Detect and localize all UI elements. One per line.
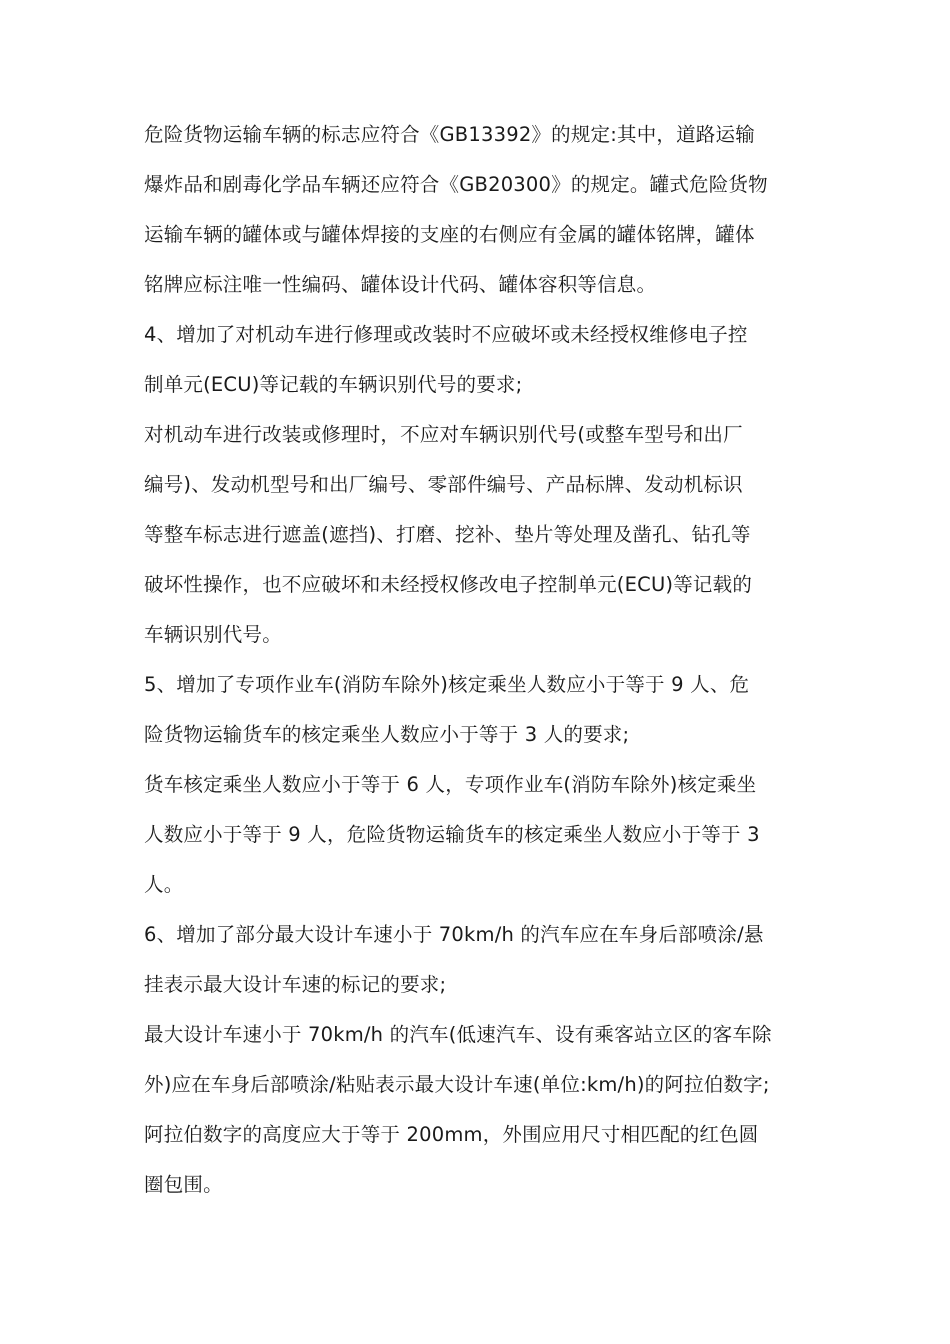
text-line: 4、增加了对机动车进行修理或改装时不应破坏或未经授权维修电子控 <box>144 323 748 346</box>
text-line: 对机动车进行改装或修理时，不应对车辆识别代号(或整车型号和出厂 <box>144 423 743 446</box>
text-line: 5、增加了专项作业车(消防车除外)核定乘坐人数应小于等于 9 人、危 <box>144 673 750 696</box>
text-line: 编号)、发动机型号和出厂编号、零部件编号、产品标牌、发动机标识 <box>144 473 743 496</box>
text-line: 阿拉伯数字的高度应大于等于 200mm，外围应用尺寸相匹配的红色圆 <box>144 1123 759 1146</box>
text-line: 挂表示最大设计车速的标记的要求; <box>144 973 447 996</box>
text-line: 外)应在车身后部喷涂/粘贴表示最大设计车速(单位:km/h)的阿拉伯数字; <box>144 1073 770 1096</box>
text-line: 运输车辆的罐体或与罐体焊接的支座的右侧应有金属的罐体铭牌，罐体 <box>144 223 755 246</box>
text-line: 铭牌应标注唯一性编码、罐体设计代码、罐体容积等信息。 <box>144 273 657 296</box>
text-line: 人数应小于等于 9 人，危险货物运输货车的核定乘坐人数应小于等于 3 <box>144 823 760 846</box>
text-line: 车辆识别代号。 <box>144 623 282 646</box>
text-line: 6、增加了部分最大设计车速小于 70km/h 的汽车应在车身后部喷涂/悬 <box>144 923 764 946</box>
text-line: 制单元(ECU)等记载的车辆识别代号的要求; <box>144 373 523 396</box>
text-line: 险货物运输货车的核定乘坐人数应小于等于 3 人的要求; <box>144 723 630 746</box>
text-line: 爆炸品和剧毒化学品车辆还应符合《GB20300》的规定。罐式危险货物 <box>144 173 768 196</box>
text-line: 破坏性操作，也不应破坏和未经授权修改电子控制单元(ECU)等记载的 <box>144 573 753 596</box>
text-line: 人。 <box>144 873 184 896</box>
text-line: 危险货物运输车辆的标志应符合《GB13392》的规定:其中，道路运输 <box>144 123 755 146</box>
text-line: 最大设计车速小于 70km/h 的汽车(低速汽车、设有乘客站立区的客车除 <box>144 1023 772 1046</box>
text-line: 等整车标志进行遮盖(遮挡)、打磨、挖补、垫片等处理及凿孔、钻孔等 <box>144 523 751 546</box>
text-line: 货车核定乘坐人数应小于等于 6 人，专项作业车(消防车除外)核定乘坐 <box>144 773 757 796</box>
text-line: 圈包围。 <box>144 1173 223 1196</box>
